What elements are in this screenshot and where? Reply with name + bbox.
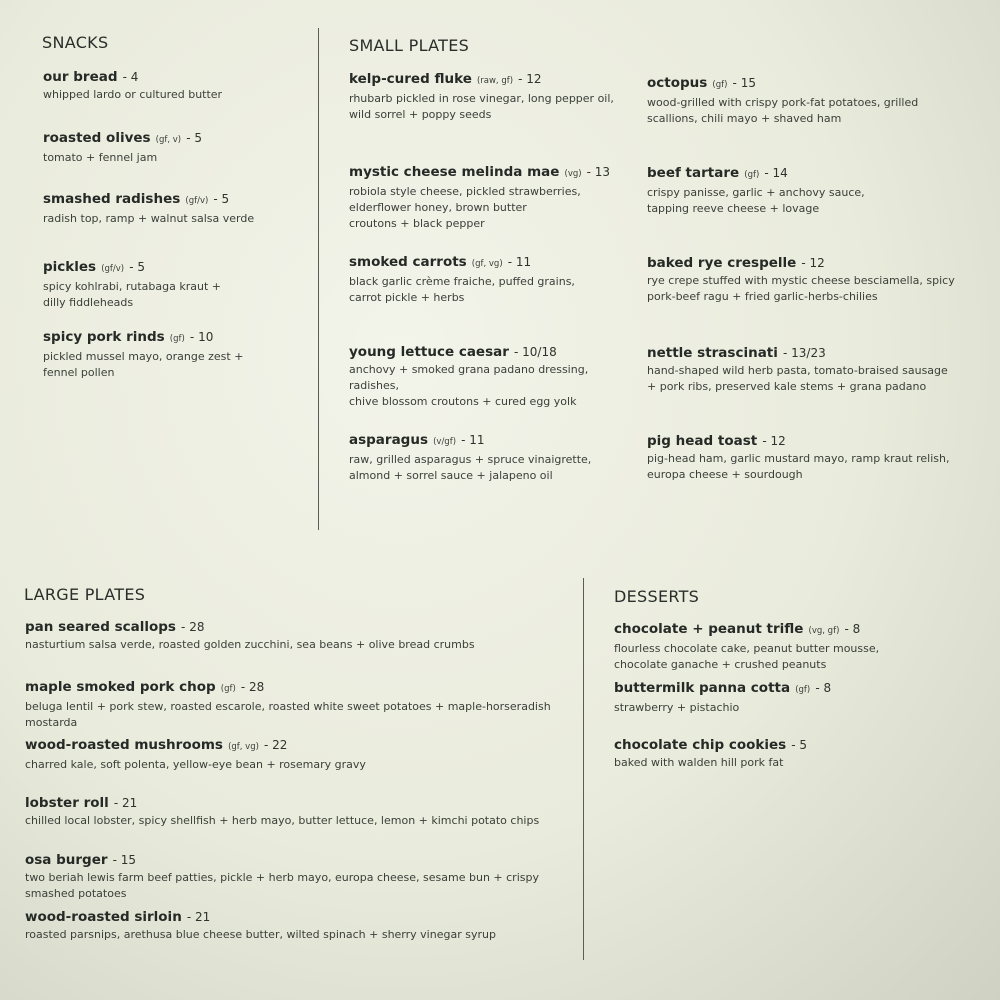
item-description: beluga lentil + pork stew, roasted escarole, roasted white sweet potatoes + maple-horseradish <box>25 700 551 713</box>
item-description: nasturtium salsa verde, roasted golden zucchini, sea beans + olive bread crumbs <box>25 638 475 651</box>
item-name: pickles <box>43 259 97 275</box>
item-name: smoked carrots <box>349 254 467 270</box>
item-name: smashed radishes <box>43 191 181 207</box>
item-name: pig head toast <box>647 433 758 449</box>
item-price: - 5 <box>129 260 145 274</box>
menu-item <box>349 68 614 123</box>
item-diet-tag: (gf) <box>169 334 185 344</box>
item-description: elderflower honey, brown butter <box>349 201 527 214</box>
item-price: - 5 <box>186 131 203 145</box>
menu-item <box>647 430 949 483</box>
item-price: - 12 <box>801 256 825 270</box>
divider-snacks-small-plates <box>318 28 319 530</box>
item-description: whipped lardo or cultured butter <box>43 88 223 101</box>
item-description: rye crepe stuffed with mystic cheese besciamella, spicy <box>647 274 955 287</box>
item-price: - 28 <box>181 620 205 634</box>
item-description: almond + sorrel sauce + jalapeno oil <box>349 469 553 482</box>
item-price: - 21 <box>113 796 138 810</box>
menu-item <box>349 161 610 232</box>
item-diet-tag: (gf) <box>220 684 236 694</box>
item-price: - 8 <box>815 681 832 695</box>
item-price: - 11 <box>507 255 532 269</box>
item-diet-tag: (gf) <box>712 80 728 90</box>
menu-item <box>43 326 243 381</box>
item-price: - 12 <box>518 72 542 86</box>
item-name: pan seared scallops <box>25 619 176 635</box>
item-diet-tag: (gf) <box>744 170 760 180</box>
item-description: roasted parsnips, arethusa blue cheese butter, wilted spinach + sherry vinegar syrup <box>25 928 496 941</box>
menu-item <box>647 252 955 305</box>
item-description: wild sorrel + poppy seeds <box>349 108 492 121</box>
menu-item <box>647 342 948 395</box>
item-description: baked with walden hill pork fat <box>614 756 784 769</box>
item-description: chilled local lobster, spicy shellfish + herb mayo, butter lettuce, lemon + kimchi potato chips <box>25 814 540 827</box>
desserts-heading: DESSERTS <box>614 587 700 606</box>
item-description: fennel pollen <box>43 366 115 379</box>
item-name: chocolate + peanut trifle <box>614 621 804 637</box>
item-description: chocolate ganache + crushed peanuts <box>614 658 827 671</box>
item-name: asparagus <box>349 432 428 448</box>
menu-item <box>25 616 475 653</box>
item-description: chive blossom croutons + cured egg yolk <box>349 395 577 408</box>
snacks-heading: SNACKS <box>42 33 109 52</box>
item-description: mostarda <box>25 716 78 729</box>
item-price: - 13 <box>586 165 611 179</box>
item-name: mystic cheese melinda mae <box>349 164 560 180</box>
item-price: - 10 <box>189 330 214 344</box>
item-description: anchovy + smoked grana padano dressing, radishes, <box>349 363 589 392</box>
large-plates-heading: LARGE PLATES <box>24 585 146 604</box>
item-diet-tag: (gf/v) <box>101 264 125 274</box>
item-name: octopus <box>647 75 708 91</box>
item-price: - 13/23 <box>782 346 826 360</box>
item-price: - 15 <box>112 853 137 867</box>
item-description: tomato + fennel jam <box>43 151 158 164</box>
item-description: crispy panisse, garlic + anchovy sauce, <box>647 186 865 199</box>
item-price: - 22 <box>264 738 288 752</box>
item-price: - 15 <box>732 76 756 90</box>
item-name: kelp-cured fluke <box>349 71 472 87</box>
menu-item <box>614 677 831 716</box>
item-price: - 21 <box>186 910 211 924</box>
item-description: europa cheese + sourdough <box>647 468 803 481</box>
menu-item <box>43 256 221 311</box>
item-description: two beriah lewis farm beef patties, pickle + herb mayo, europa cheese, sesame bun + crispy <box>25 871 539 884</box>
item-price: - 5 <box>791 738 808 752</box>
small-plates-heading: SMALL PLATES <box>349 36 470 55</box>
item-name: nettle strascinati <box>647 345 778 361</box>
item-description: + pork ribs, preserved kale stems + grana padano <box>647 380 927 393</box>
item-description: charred kale, soft polenta, yellow-eye bean + rosemary gravy <box>25 758 366 771</box>
menu-item <box>25 849 539 902</box>
item-name: baked rye crespelle <box>647 255 797 271</box>
item-diet-tag: (gf, v) <box>155 135 182 145</box>
item-name: lobster roll <box>25 795 109 811</box>
item-name: osa burger <box>25 852 108 868</box>
item-price: - 12 <box>762 434 786 448</box>
item-description: carrot pickle + herbs <box>349 291 465 304</box>
item-description: black garlic crème fraiche, puffed grains, <box>349 275 575 288</box>
menu-item <box>349 341 639 410</box>
item-diet-tag: (gf) <box>795 685 811 695</box>
item-diet-tag: (vg, gf) <box>808 626 840 636</box>
item-name: young lettuce caesar <box>349 344 509 360</box>
item-name: wood-roasted sirloin <box>25 909 182 925</box>
item-description: radish top, ramp + walnut salsa verde <box>43 212 255 225</box>
item-diet-tag: (v/gf) <box>433 437 457 447</box>
item-diet-tag: (gf, vg) <box>471 259 503 269</box>
menu-item <box>614 618 879 673</box>
item-price: - 10/18 <box>513 345 557 359</box>
menu-item <box>43 66 222 103</box>
item-description: pig-head ham, garlic mustard mayo, ramp kraut relish, <box>647 452 950 465</box>
menu-item <box>25 792 539 829</box>
menu-item <box>43 188 254 227</box>
item-name: buttermilk panna cotta <box>614 680 791 696</box>
item-name: beef tartare <box>647 165 740 181</box>
item-diet-tag: (vg) <box>564 169 582 179</box>
item-description: smashed potatoes <box>25 887 127 900</box>
menu-item <box>349 251 575 306</box>
menu-item <box>647 72 918 127</box>
item-description: raw, grilled asparagus + spruce vinaigrette, <box>349 453 592 466</box>
menu-item <box>25 734 366 773</box>
item-diet-tag: (raw, gf) <box>476 76 514 86</box>
item-diet-tag: (gf, vg) <box>228 742 259 752</box>
menu-item <box>43 127 202 166</box>
menu-item <box>647 162 865 217</box>
item-description: hand-shaped wild herb pasta, tomato-braised sausage <box>647 364 948 377</box>
item-name: maple smoked pork chop <box>25 679 216 695</box>
item-description: pork-beef ragu + fried garlic-herbs-chilies <box>647 290 878 303</box>
item-description: robiola style cheese, pickled strawberries, <box>349 185 581 198</box>
item-description: croutons + black pepper <box>349 217 485 230</box>
item-name: chocolate chip cookies <box>614 737 787 753</box>
menu-item <box>614 734 807 771</box>
item-name: spicy pork rinds <box>43 329 165 345</box>
item-description: rhubarb pickled in rose vinegar, long pepper oil, <box>349 92 614 105</box>
item-description: strawberry + pistachio <box>614 701 740 714</box>
item-description: pickled mussel mayo, orange zest + <box>43 350 244 363</box>
item-description: scallions, chili mayo + shaved ham <box>647 112 842 125</box>
item-description: dilly fiddleheads <box>43 296 134 309</box>
item-price: - 4 <box>122 70 139 84</box>
menu-item <box>349 429 591 484</box>
item-description: tapping reeve cheese + lovage <box>647 202 820 215</box>
item-description: wood-grilled with crispy pork-fat potatoes, grilled <box>647 96 919 109</box>
item-description: flourless chocolate cake, peanut butter mousse, <box>614 642 880 655</box>
item-diet-tag: (gf/v) <box>185 196 209 206</box>
item-price: - 14 <box>764 166 788 180</box>
item-price: - 5 <box>213 192 230 206</box>
item-name: roasted olives <box>43 130 151 146</box>
item-price: - 11 <box>461 433 485 447</box>
item-name: wood-roasted mushrooms <box>25 737 223 753</box>
item-name: our bread <box>43 69 118 85</box>
menu-item <box>25 676 551 731</box>
divider-large-plates-desserts <box>583 578 584 960</box>
item-description: spicy kohlrabi, rutabaga kraut + <box>43 280 221 293</box>
item-price: - 28 <box>240 680 265 694</box>
menu-item <box>25 906 496 943</box>
item-price: - 8 <box>844 622 861 636</box>
